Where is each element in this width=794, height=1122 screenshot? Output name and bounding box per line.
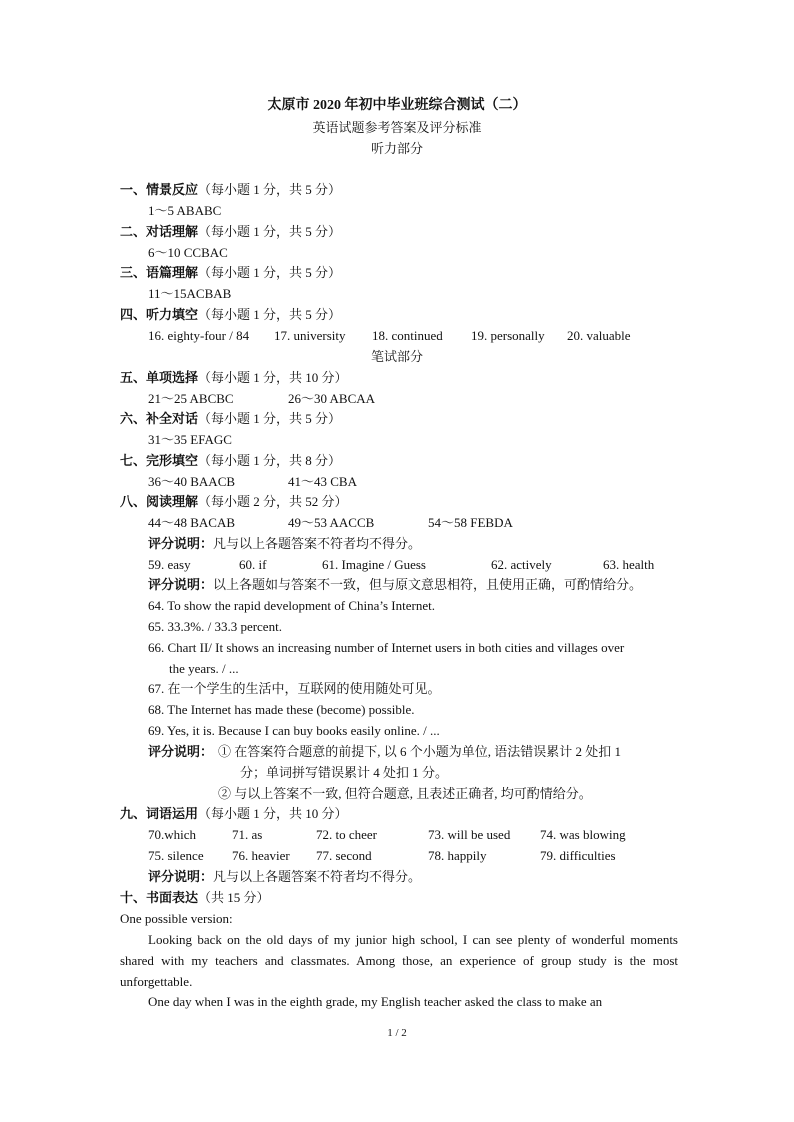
answer-65: 65. 33.3%. / 33.3 percent. <box>148 619 282 634</box>
essay-paragraph-1: Looking back on the old days of my junior high school, I can see plenty of wonderful moments shared with my teachers and classmates. Among those, an experience of group study is the most unforgettable. <box>120 932 678 989</box>
answer-74: 74. was blowing <box>540 827 626 842</box>
answer-63: 63. health <box>603 557 655 572</box>
answer-26-30: 26～30 ABCAA <box>288 391 376 406</box>
answer-68: 68. The Internet has made these (become) possible. <box>148 702 415 717</box>
section-3-answer: 11～15ACBAB <box>148 286 232 301</box>
section-8-note: （每小题 2 分，共 52 分） <box>198 494 348 509</box>
section-1-header <box>120 182 341 198</box>
section-9-title: 九、词语运用 <box>120 806 199 821</box>
answer-41-43: 41～43 CBA <box>288 474 357 489</box>
grading-note-2-text: 以上各题如与答案不一致，但与原文意思相符，且使用正确，可酌情给分。 <box>213 577 643 592</box>
answer-54-58: 54～58 FEBDA <box>428 515 513 530</box>
answer-69: 69. Yes, it is. Because I can buy books easily online. / ... <box>148 723 440 738</box>
section-8-title: 八、阅读理解 <box>120 494 199 509</box>
section-10-note: （共 15 分） <box>198 890 270 905</box>
answer-77: 77. second <box>316 848 372 863</box>
grading-note-4-text: 凡与以上各题答案不符者均不得分。 <box>213 869 422 884</box>
answer-64: 64. To show the rapid development of China’s Internet. <box>148 598 435 613</box>
answer-16: 16. eighty-four / 84 <box>148 328 250 343</box>
grading-note-3-item2: ② 与以上答案不一致, 但符合题意, 且表述正确者, 均可酌情给分。 <box>218 786 592 801</box>
answer-49-53: 49～53 AACCB <box>288 515 375 530</box>
grading-note-3-label: 评分说明： <box>148 744 214 759</box>
section-4-title: 四、听力填空 <box>120 307 199 322</box>
section-6-header <box>120 411 341 427</box>
section-1-title: 一、情景反应 <box>120 182 199 197</box>
section-6-answer: 31～35 EFAGC <box>148 432 232 447</box>
section-4-header <box>120 307 341 323</box>
grading-note-1 <box>148 536 421 552</box>
answer-59: 59. easy <box>148 557 191 572</box>
section-10-header <box>120 890 270 906</box>
page-number: 1 / 2 <box>387 1027 407 1039</box>
section-3-note: （每小题 1 分，共 5 分） <box>198 265 342 280</box>
section-1-note: （每小题 1 分，共 5 分） <box>198 182 342 197</box>
section-7-title: 七、完形填空 <box>120 453 199 468</box>
answer-67: 67. 在一个学生的生活中，互联网的使用随处可见。 <box>148 681 441 696</box>
section-1-answer: 1～5 ABABC <box>148 203 222 218</box>
section-2-title: 二、对话理解 <box>120 224 199 239</box>
section-6-title: 六、补全对话 <box>120 411 199 426</box>
grading-note-1-text: 凡与以上各题答案不符者均不得分。 <box>213 536 422 551</box>
page-subtitle: 英语试题参考答案及评分标准 <box>312 120 482 135</box>
section-7-note: （每小题 1 分，共 8 分） <box>198 453 342 468</box>
section-5-note: （每小题 1 分，共 10 分） <box>198 370 348 385</box>
writing-part-heading: 笔试部分 <box>370 349 423 364</box>
grading-note-2-label: 评分说明： <box>148 577 214 592</box>
listening-part-heading: 听力部分 <box>370 141 423 156</box>
section-2-answer: 6～10 CCBAC <box>148 245 228 260</box>
answer-75: 75. silence <box>148 848 204 863</box>
section-3-header <box>120 265 341 281</box>
page-title: 太原市 2020 年初中毕业班综合测试（二） <box>267 98 527 113</box>
answer-71: 71. as <box>232 827 263 842</box>
grading-note-3-item1-line1: ① 在答案符合题意的前提下, 以 6 个小题为单位, 语法错误累计 2 处扣 1 <box>218 744 622 759</box>
answer-44-48: 44～48 BACAB <box>148 515 236 530</box>
grading-note-4-label: 评分说明： <box>148 869 214 884</box>
section-3-title: 三、语篇理解 <box>120 265 199 280</box>
section-6-note: （每小题 1 分，共 5 分） <box>198 411 342 426</box>
answer-78: 78. happily <box>428 848 487 863</box>
answer-17: 17. university <box>274 328 346 343</box>
grading-note-2 <box>148 577 642 593</box>
answer-36-40: 36～40 BAACB <box>148 474 236 489</box>
answer-66-line2: the years. / ... <box>169 661 239 676</box>
grading-note-4 <box>148 869 421 885</box>
section-4-note: （每小题 1 分，共 5 分） <box>198 307 342 322</box>
essay-paragraph-2: One day when I was in the eighth grade, my English teacher asked the class to make an <box>148 994 603 1009</box>
answer-20: 20. valuable <box>567 328 631 343</box>
section-10-title: 十、书面表达 <box>120 890 199 905</box>
possible-version-label: One possible version: <box>120 911 233 926</box>
section-5-header <box>120 370 348 386</box>
answer-21-25: 21～25 ABCBC <box>148 391 234 406</box>
section-9-header <box>120 806 348 822</box>
answer-79: 79. difficulties <box>540 848 616 863</box>
answer-61: 61. Imagine / Guess <box>322 557 426 572</box>
answer-72: 72. to cheer <box>316 827 378 842</box>
answer-73: 73. will be used <box>428 827 511 842</box>
answer-76: 76. heavier <box>232 848 290 863</box>
answer-62: 62. actively <box>491 557 552 572</box>
section-5-title: 五、单项选择 <box>120 370 199 385</box>
section-7-header <box>120 453 341 469</box>
answer-60: 60. if <box>239 557 267 572</box>
grading-note-1-label: 评分说明： <box>148 536 214 551</box>
section-2-note: （每小题 1 分，共 5 分） <box>198 224 342 239</box>
section-8-header <box>120 494 348 510</box>
section-9-note: （每小题 1 分，共 10 分） <box>198 806 348 821</box>
answer-66-line1: 66. Chart II/ It shows an increasing number of Internet users in both cities and villages over <box>148 640 625 655</box>
section-2-header <box>120 224 341 240</box>
grading-note-3-item1-line2: 分；单词拼写错误累计 4 处扣 1 分。 <box>240 765 449 780</box>
answer-19: 19. personally <box>471 328 545 343</box>
answer-70: 70.which <box>148 827 197 842</box>
answer-18: 18. continued <box>372 328 443 343</box>
